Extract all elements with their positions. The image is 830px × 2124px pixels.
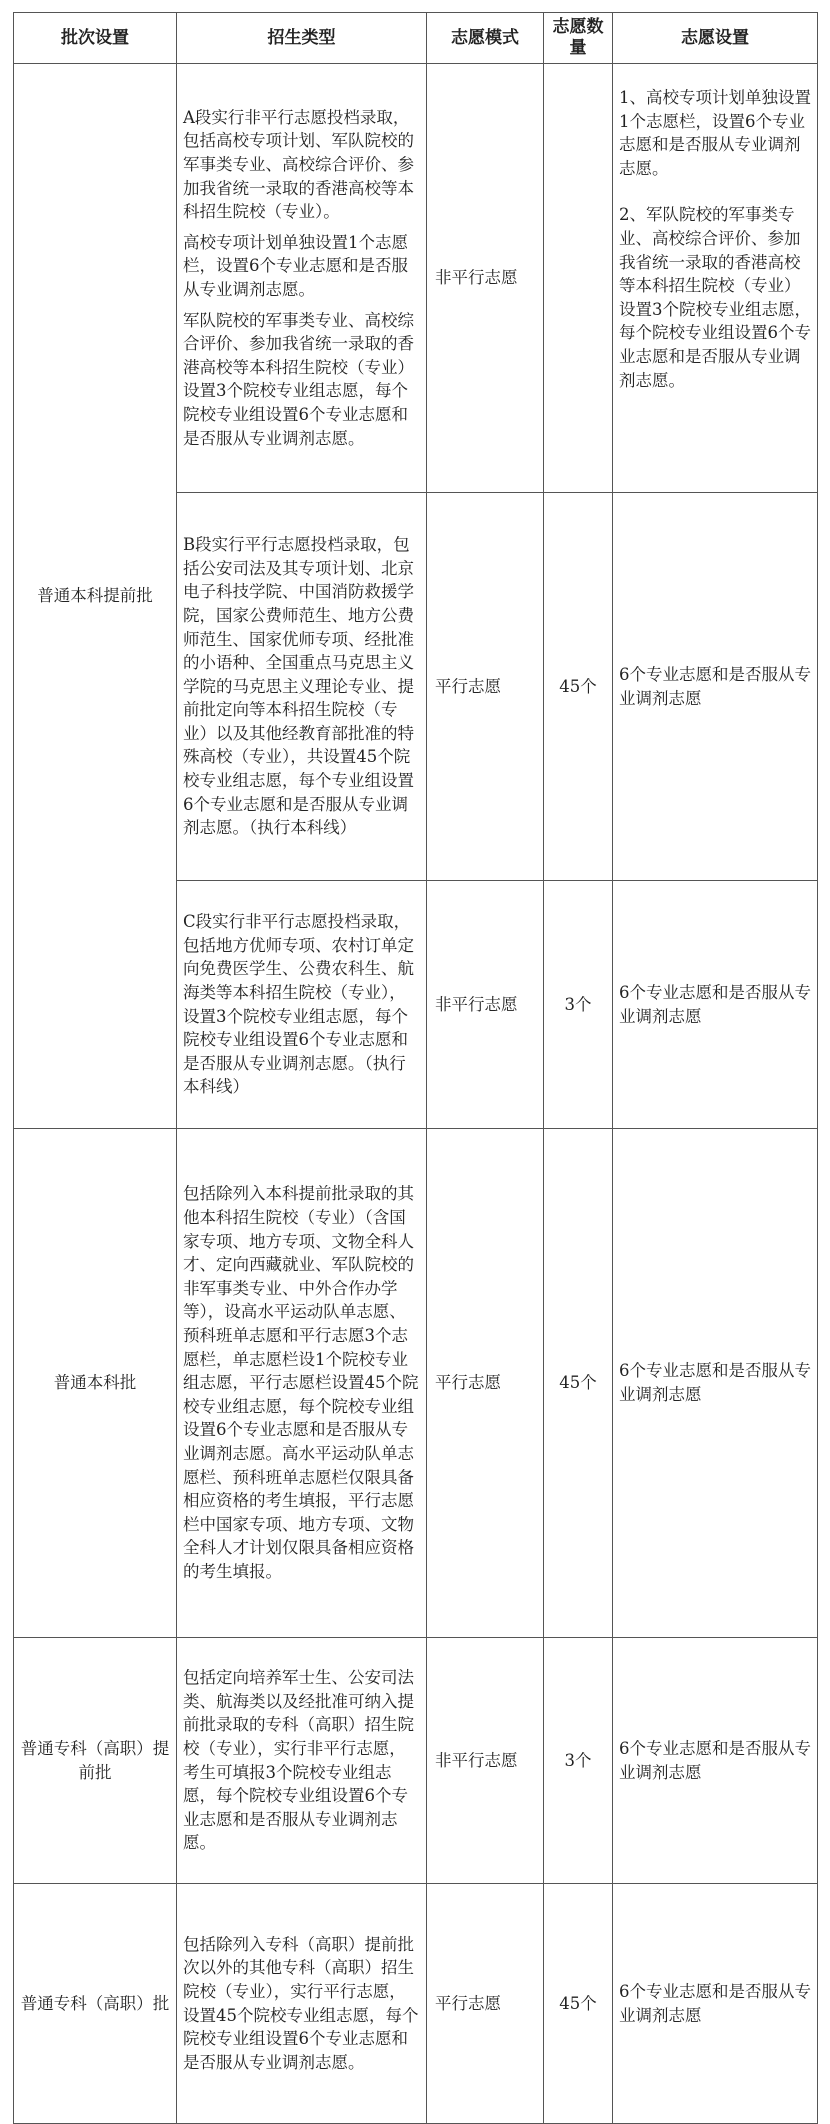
settings-cell (613, 1638, 818, 1884)
type-paragraph: A段实行非平行志愿投档录取，包括高校专项计划、军队院校的军事类专业、高校综合评价、参加我省统一录取的香港高校等本科招生院校（专业）。 (183, 107, 414, 222)
type-cell (177, 1129, 427, 1638)
header-count: 志愿数量 (544, 13, 613, 64)
count-cell (544, 64, 613, 493)
type-paragraph: 高校专项计划单独设置1个志愿栏，设置6个专业志愿和是否服从专业调剂志愿。 (183, 232, 408, 299)
header-type: 招生类型 (177, 13, 427, 64)
header-row (14, 13, 818, 64)
batch-cell: 普通专科（高职）批 (14, 1884, 177, 2124)
mode-cell: 平行志愿 (427, 1129, 544, 1638)
settings-paragraph: 1、高校专项计划单独设置1个志愿栏，设置6个专业志愿和是否服从专业调剂志愿。 (619, 88, 811, 178)
type-cell (177, 64, 427, 493)
table-row (14, 1129, 818, 1638)
admission-table (13, 12, 818, 2124)
count-cell: 45个 (544, 1884, 613, 2124)
header-mode: 志愿模式 (427, 13, 544, 64)
batch-cell: 普通专科（高职）提前批 (14, 1638, 177, 1884)
mode-cell: 平行志愿 (427, 493, 544, 881)
count-cell: 45个 (544, 493, 613, 881)
type-cell (177, 1884, 427, 2124)
type-cell (177, 881, 427, 1129)
type-paragraph: 军队院校的军事类专业、高校综合评价、参加我省统一录取的香港高校等本科招生院校（专业）设置3个院校专业组志愿，每个院校专业组设置6个专业志愿和是否服从专业调剂志愿。 (183, 310, 414, 448)
settings-paragraph: 6个专业志愿和是否服从专业调剂志愿 (619, 1361, 811, 1404)
type-paragraph: 包括除列入专科（高职）提前批次以外的其他专科（高职）招生院校（专业），实行平行志愿，设置45个院校专业组志愿，每个院校专业组设置6个专业志愿和是否服从专业调剂志愿。 (183, 1934, 419, 2072)
settings-paragraph: 6个专业志愿和是否服从专业调剂志愿 (619, 664, 811, 708)
type-paragraph: C段实行非平行志愿投档录取，包括地方优师专项、农村订单定向免费医学生、公费农科生、航海类等本科招生院校（专业），设置3个院校专业组志愿，每个院校专业组设置6个专业志愿和是否服从专业调剂志愿。（执行本科线） (183, 912, 414, 1097)
table-row (14, 1638, 818, 1884)
table-row (14, 1884, 818, 2124)
batch-cell: 普通本科提前批 (14, 64, 177, 1129)
type-cell (177, 1638, 427, 1884)
type-paragraph: B段实行平行志愿投档录取，包括公安司法及其专项计划、北京电子科技学院、中国消防救援学院，国家公费师范生、地方公费师范生、国家优师专项、经批准的小语种、全国重点马克思主义学院的马克思主义理论专业、提前批定向等本科招生院校（专业）以及其他经教育部批准的特殊高校（专业），共设置45个院校专业组志愿，每个专业组设置6个专业志愿和是否服从专业调剂志愿。（执行本科线） (183, 535, 414, 838)
settings-paragraph: 6个专业志愿和是否服从专业调剂志愿 (619, 1738, 811, 1782)
settings-cell (613, 1884, 818, 2124)
mode-cell: 非平行志愿 (427, 64, 544, 493)
settings-cell (613, 1129, 818, 1638)
settings-cell (613, 881, 818, 1129)
mode-cell: 非平行志愿 (427, 881, 544, 1129)
table-row (14, 64, 818, 493)
batch-cell: 普通本科批 (14, 1129, 177, 1638)
mode-cell: 平行志愿 (427, 1884, 544, 2124)
type-paragraph: 包括除列入本科提前批录取的其他本科招生院校（专业）（含国家专项、地方专项、文物全科人才、定向西藏就业、军队院校的非军事类专业、中外合作办学等），设高水平运动队单志愿、预科班单志愿和平行志愿3个志愿栏，单志愿栏设1个院校专业组志愿，平行志愿栏设置45个院校专业组志愿，每个院校专业组设置6个专业志愿和是否服从专业调剂志愿。高水平运动队单志愿栏、预科班单志愿栏仅限具备相应资格的考生填报，平行志愿栏中国家专项、地方专项、文物全科人才计划仅限具备相应资格的考生填报。 (183, 1184, 419, 1581)
settings-paragraph: 6个专业志愿和是否服从专业调剂志愿 (619, 982, 811, 1026)
settings-cell (613, 493, 818, 881)
settings-paragraph: 2、军队院校的军事类专业、高校综合评价、参加我省统一录取的香港高校等本科招生院校（专业）设置3个院校专业组志愿，每个院校专业组设置6个专业志愿和是否服从专业调剂志愿。 (619, 205, 811, 390)
type-paragraph: 包括定向培养军士生、公安司法类、航海类以及经批准可纳入提前批录取的专科（高职）招生院校（专业），实行非平行志愿，考生可填报3个院校专业组志愿，每个院校专业组设置6个专业志愿和是否服从专业调剂志愿。 (183, 1668, 414, 1853)
type-cell (177, 493, 427, 881)
settings-paragraph: 6个专业志愿和是否服从专业调剂志愿 (619, 1981, 811, 2025)
header-batch: 批次设置 (14, 13, 177, 64)
settings-cell (613, 64, 818, 493)
header-settings: 志愿设置 (613, 13, 818, 64)
count-cell: 45个 (544, 1129, 613, 1638)
mode-cell: 非平行志愿 (427, 1638, 544, 1884)
count-cell: 3个 (544, 881, 613, 1129)
count-cell: 3个 (544, 1638, 613, 1884)
